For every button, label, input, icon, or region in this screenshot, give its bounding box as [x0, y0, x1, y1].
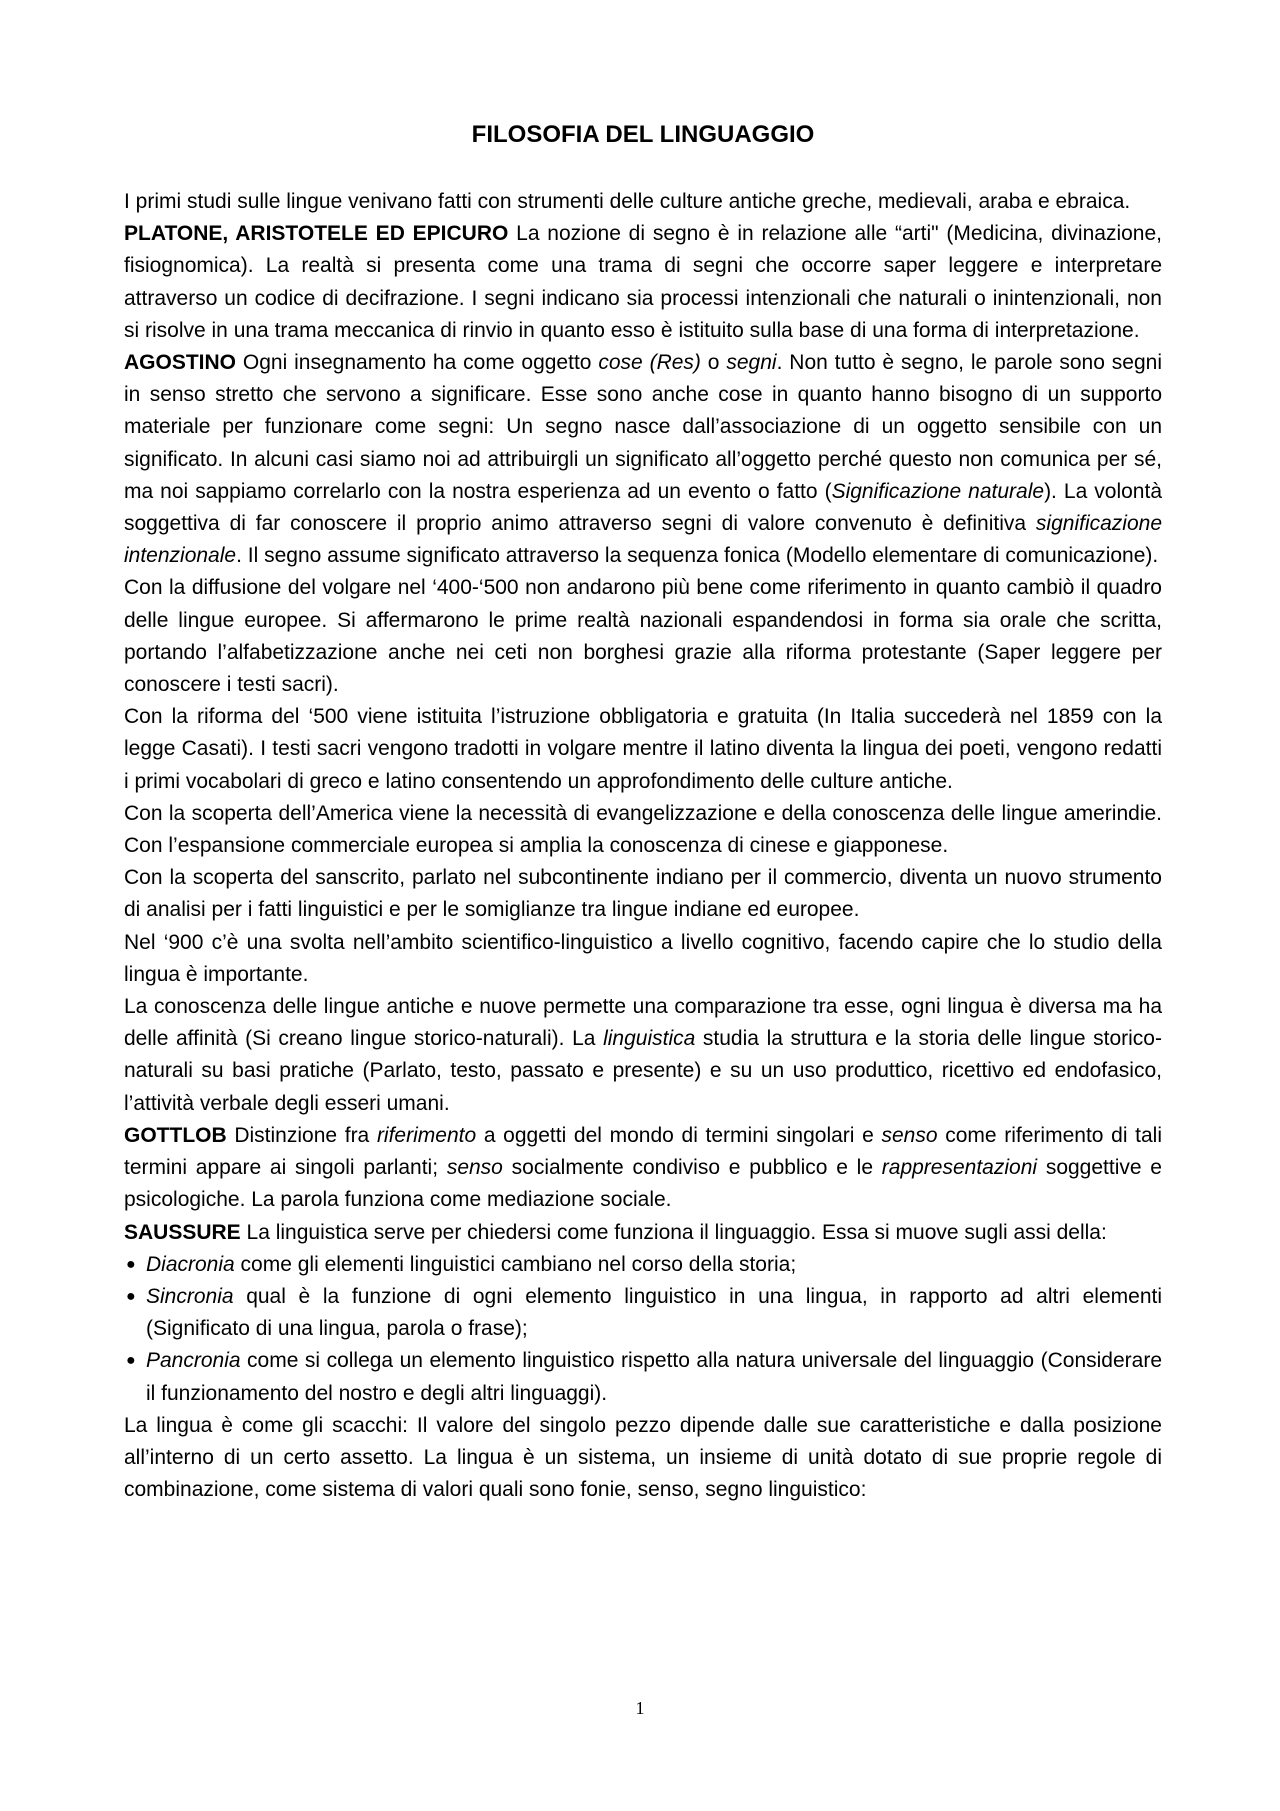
- list-item: ● Diacronia come gli elementi linguistici cambiano nel corso della storia;: [124, 1249, 1162, 1281]
- paragraph-volgare: Con la diffusione del volgare nel ‘400-‘500 non andarono più bene come riferimento in quanto cambiò il quadro delle lingue europee. Si affermarono le prime realtà nazionali espandendosi in forma sia orale che scritta, portando l’alfabetizzazione anche nei ceti non borghesi grazie alla riforma protestante (Saper leggere per conoscere i testi sacri).: [124, 576, 1162, 697]
- bullet-icon: ●: [126, 1255, 136, 1273]
- list-item: ● Pancronia come si collega un elemento linguistico rispetto alla natura universale del linguaggio (Considerare il funzionamento del nostro e degli altri linguaggi).: [124, 1345, 1162, 1409]
- paragraph-intro: I primi studi sulle lingue venivano fatti con strumenti delle culture antiche greche, medievali, araba e ebraica.: [124, 190, 1131, 213]
- paragraph-scacchi: La lingua è come gli scacchi: Il valore del singolo pezzo dipende dalle sue caratteristiche e dalla posizione all’interno di un certo assetto. La lingua è un sistema, un insieme di unità dotato di sue proprie regole di combinazione, come sistema di valori quali sono fonie, senso, segno linguistico:: [124, 1413, 1162, 1502]
- document-page: [124, 118, 1162, 1718]
- paragraph-saussure: SAUSSURE La linguistica serve per chiedersi come funziona il linguaggio. Essa si muove sugli assi della:: [124, 1220, 1107, 1244]
- paragraph-america: Con la scoperta dell’America viene la necessità di evangelizzazione e della conoscenza delle lingue amerindie. Con l’espansione commerciale europea si amplia la conoscenza di cinese e giapponese.: [124, 801, 1162, 858]
- paragraph-riforma: Con la riforma del ‘500 viene istituita l’istruzione obbligatoria e gratuita (In Italia succederà nel 1859 con la legge Casati). I testi sacri vengono tradotti in volgare mentre il latino diventa la lingua dei poeti, vengono redatti i primi vocabolari di greco e latino consentendo un approfondimento delle culture antiche.: [124, 705, 1162, 793]
- heading-gottlob: GOTTLOB: [124, 1123, 227, 1147]
- page-title: FILOSOFIA DEL LINGUAGGIO: [471, 121, 815, 148]
- paragraph-novecento: Nel ‘900 c’è una svolta nell’ambito scientifico-linguistico a livello cognitivo, facendo capire che lo studio della lingua è importante.: [124, 930, 1162, 986]
- heading-saussure: SAUSSURE: [124, 1220, 241, 1244]
- page-number: 1: [635, 1698, 645, 1718]
- paragraph-sanscrito: Con la scoperta del sanscrito, parlato nel subcontinente indiano per il commercio, diventa un nuovo strumento di analisi per i fatti linguistici e per le somiglianze tra lingue indiane ed europee.: [124, 866, 1162, 922]
- paragraph-gottlob: GOTTLOB Distinzione fra riferimento a oggetti del mondo di termini singolari e senso come riferimento di tali termini appare ai singoli parlanti; senso socialmente condiviso e pubblico e le rappresentazioni soggettive e psicologiche. La parola funziona come mediazione sociale.: [124, 1123, 1163, 1212]
- paragraph-agostino: AGOSTINO Ogni insegnamento ha come oggetto cose (Res) o segni. Non tutto è segno, le parole sono segni in senso stretto che servono a significare. Esse sono anche cose in quanto hanno bisogno di un supporto materiale per funzionare come segni: Un segno nasce dall’associazione di un oggetto sensibile con un significato. In alcuni casi siamo noi ad attribuirgli un significato all’oggetto perché questo non comunica per sé, ma noi sappiamo correlarlo con la nostra esperienza ad un evento o fatto (Significazione naturale). La volontà soggettiva di far conoscere il proprio animo attraverso segni di valore convenuto è definitiva significazione intenzionale. Il segno assume significato attraverso la sequenza fonica (Modello elementare di comunicazione).: [124, 351, 1162, 568]
- saussure-axes-list: [124, 1249, 1162, 1410]
- list-item: ● Sincronia qual è la funzione di ogni elemento linguistico in una lingua, in rapporto ad altri elementi (Significato di una lingua, parola o frase);: [124, 1281, 1162, 1345]
- paragraph-platone: PLATONE, ARISTOTELE ED EPICURO La nozione di segno è in relazione alle “arti" (Medicina, divinazione, fisiognomica). La realtà si presenta come una trama di segni che occorre saper leggere e interpretare attraverso un codice di decifrazione. I segni indicano sia processi intenzionali che naturali o inintenzionali, non si risolve in una trama meccanica di rinvio in quanto esso è istituito sulla base di una forma di interpretazione.: [124, 222, 1162, 342]
- heading-platone: PLATONE, ARISTOTELE ED EPICURO: [124, 222, 509, 246]
- paragraph-linguistica: La conoscenza delle lingue antiche e nuove permette una comparazione tra esse, ogni lingua è diversa ma ha delle affinità (Si creano lingue storico-naturali). La linguistica studia la struttura e la storia delle lingue storico-naturali su basi pratiche (Parlato, testo, passato e presente) e su un uso produttico, ricettivo ed endofasico, l’attività verbale degli esseri umani.: [124, 995, 1162, 1115]
- heading-agostino: AGOSTINO: [124, 351, 237, 375]
- bullet-icon: ●: [126, 1352, 136, 1370]
- bullet-icon: ●: [126, 1287, 136, 1305]
